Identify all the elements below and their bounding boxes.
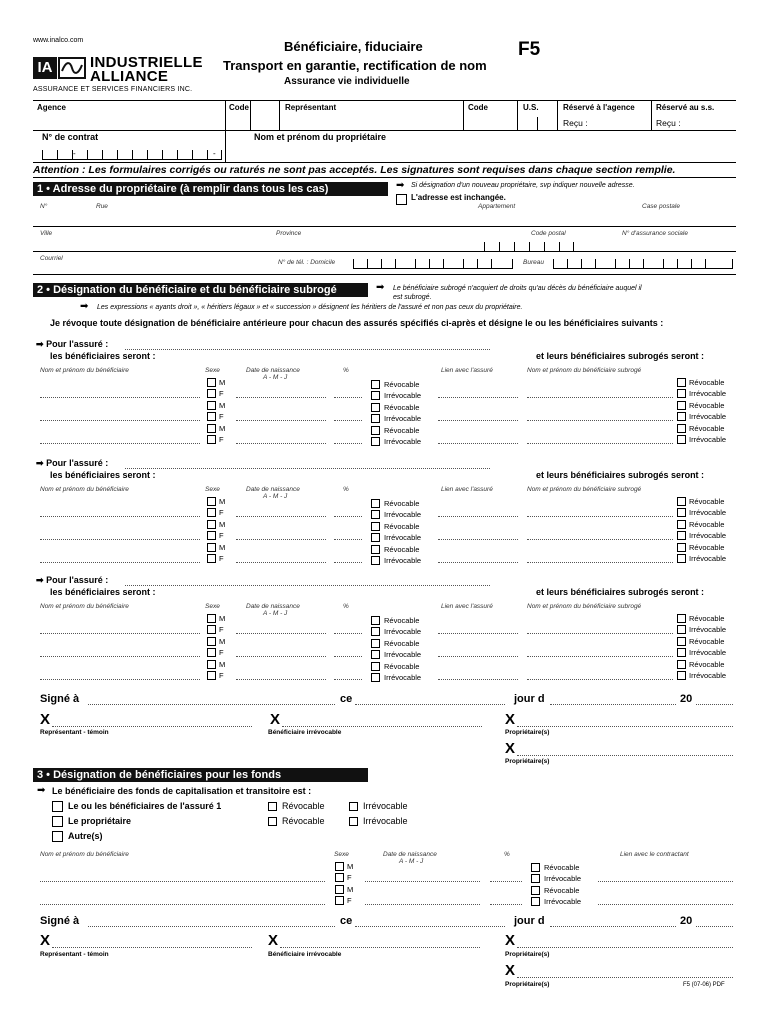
birthdate-field[interactable] — [236, 516, 326, 517]
rep-witness-signature[interactable] — [52, 726, 252, 727]
sub-irrevocable-checkbox[interactable] — [677, 648, 686, 657]
agence-label: Agence — [37, 103, 66, 112]
subrogated-name-field[interactable] — [527, 539, 673, 540]
fund-beneficiary-name-field[interactable] — [40, 904, 325, 905]
irrevocable-benef-signature-2[interactable] — [280, 947, 480, 948]
revocable-checkbox[interactable] — [371, 522, 380, 531]
relationship-field[interactable] — [438, 633, 518, 634]
table-line — [33, 100, 736, 101]
beneficiary-name-field[interactable] — [40, 679, 200, 680]
relationship-field[interactable] — [438, 679, 518, 680]
office-phone-field[interactable] — [553, 259, 733, 269]
relationship-field[interactable] — [438, 516, 518, 517]
beneficiary-name-field[interactable] — [40, 516, 200, 517]
arrow-icon: ➡ — [396, 180, 405, 191]
fund-irrevocable-checkbox[interactable] — [531, 897, 540, 906]
sex-f-checkbox[interactable] — [335, 896, 344, 905]
signed-at-field-2[interactable] — [88, 926, 335, 927]
birthdate-field[interactable] — [236, 633, 326, 634]
recu-agence: Reçu : — [563, 118, 588, 128]
section3-title: 3 • Désignation de bénéficiaires pour les fonds — [33, 768, 368, 782]
beneficiary-name-field[interactable] — [40, 397, 200, 398]
relationship-field[interactable] — [438, 656, 518, 657]
percent-field[interactable] — [334, 420, 362, 421]
sex-m-checkbox[interactable] — [207, 520, 216, 529]
sub-irrevocable-checkbox[interactable] — [677, 389, 686, 398]
irrevocable-checkbox[interactable] — [371, 650, 380, 659]
sex-f-checkbox[interactable] — [207, 508, 216, 517]
subrogated-name-field[interactable] — [527, 562, 673, 563]
form-title-1: Bénéficiaire, fiduciaire — [284, 39, 423, 54]
rep-witness-signature-2[interactable] — [52, 947, 252, 948]
opt-assure1-checkbox[interactable] — [52, 801, 63, 812]
sub-revocable-checkbox[interactable] — [677, 520, 686, 529]
sex-f-checkbox[interactable] — [207, 671, 216, 680]
logo-icon — [58, 57, 86, 79]
irrevocable-checkbox[interactable] — [371, 533, 380, 542]
table-line — [33, 130, 736, 131]
logo-name-2: ALLIANCE — [90, 68, 169, 85]
sex-m-checkbox[interactable] — [207, 543, 216, 552]
proprietaire-label: Nom et prénom du propriétaire — [254, 132, 387, 142]
sub-revocable-checkbox[interactable] — [677, 401, 686, 410]
form-code: F5 — [518, 39, 541, 60]
fund-percent-field[interactable] — [490, 881, 522, 882]
arrow-icon: ➡ — [36, 339, 44, 349]
sex-f-checkbox[interactable] — [207, 435, 216, 444]
sub-revocable-checkbox[interactable] — [677, 543, 686, 552]
address-unchanged-checkbox[interactable] — [396, 194, 407, 205]
subrogated-name-field[interactable] — [527, 420, 673, 421]
subrogated-name-field[interactable] — [527, 443, 673, 444]
expressions-note: Les expressions « ayants droit », « héritiers légaux » et « succession » désignent les héritiers de l'assuré et non pas ceux du propriétaire. — [97, 304, 523, 311]
percent-field[interactable] — [334, 656, 362, 657]
code2-label: Code — [468, 103, 488, 112]
arrow-icon: ➡ — [80, 301, 89, 312]
percent-field[interactable] — [334, 443, 362, 444]
revocable-checkbox[interactable] — [371, 499, 380, 508]
signed-day-field[interactable] — [355, 704, 505, 705]
beneficiary-name-field[interactable] — [40, 633, 200, 634]
fund-revocable-checkbox[interactable] — [531, 863, 540, 872]
sub-revocable-checkbox[interactable] — [677, 637, 686, 646]
sex-m-checkbox[interactable] — [207, 378, 216, 387]
percent-field[interactable] — [334, 562, 362, 563]
sex-m-checkbox[interactable] — [207, 637, 216, 646]
fund-percent-field[interactable] — [490, 904, 522, 905]
website-url: www.inalco.com — [33, 37, 84, 44]
irrevocable-checkbox[interactable] — [371, 437, 380, 446]
arrow-icon: ➡ — [37, 785, 46, 796]
percent-field[interactable] — [334, 679, 362, 680]
signed-year-field-2[interactable] — [696, 926, 733, 927]
irrevocable-checkbox[interactable] — [371, 414, 380, 423]
assure-name-field[interactable] — [125, 468, 490, 469]
recu-ss: Reçu : — [656, 118, 681, 128]
attention-notice: Attention : Les formulaires corrigés ou raturés ne sont pas acceptés. Les signatures sont requises dans chaque section remplie. — [33, 164, 676, 176]
owner-signature-1[interactable] — [517, 726, 733, 727]
subrogated-name-field[interactable] — [527, 656, 673, 657]
sub-irrevocable-checkbox[interactable] — [677, 671, 686, 680]
relationship-field[interactable] — [438, 443, 518, 444]
sub-irrevocable-checkbox[interactable] — [677, 531, 686, 540]
subrogated-name-field[interactable] — [527, 397, 673, 398]
form-footer-code: F5 (07-06) PDF — [683, 982, 725, 988]
form-title-2: Transport en garantie, rectification de nom — [223, 58, 487, 73]
irrevocable-checkbox[interactable] — [371, 673, 380, 682]
birthdate-field[interactable] — [236, 562, 326, 563]
percent-field[interactable] — [334, 516, 362, 517]
irrevocable-benef-signature[interactable] — [282, 726, 482, 727]
relationship-field[interactable] — [438, 397, 518, 398]
sex-f-checkbox[interactable] — [207, 389, 216, 398]
sub-irrevocable-checkbox[interactable] — [677, 625, 686, 634]
section2-title: 2 • Désignation du bénéficiaire et du bénéficiaire subrogé — [33, 283, 368, 297]
sub-revocable-checkbox[interactable] — [677, 378, 686, 387]
beneficiary-name-field[interactable] — [40, 656, 200, 657]
sex-f-checkbox[interactable] — [207, 554, 216, 563]
us-label: U.S. — [523, 103, 539, 112]
arrow-icon: ➡ — [36, 575, 44, 585]
signed-month-field[interactable] — [550, 704, 676, 705]
sub-irrevocable-checkbox[interactable] — [677, 508, 686, 517]
sex-m-checkbox[interactable] — [207, 497, 216, 506]
home-phone-field[interactable] — [353, 259, 513, 269]
assure-name-field[interactable] — [125, 585, 490, 586]
logo-tagline: ASSURANCE ET SERVICES FINANCIERS INC. — [33, 86, 193, 93]
address-street-field[interactable] — [33, 226, 736, 227]
revocable-checkbox[interactable] — [371, 616, 380, 625]
sex-m-checkbox[interactable] — [207, 424, 216, 433]
opt-autres-checkbox[interactable] — [52, 831, 63, 842]
fund-relationship-field[interactable] — [598, 904, 733, 905]
section2-note: Le bénéficiaire subrogé n'acquiert de droits qu'au décès du bénéficiaire auquel il — [393, 285, 642, 292]
address-unchanged-label: L'adresse est inchangée. — [411, 193, 506, 202]
birthdate-field[interactable] — [236, 397, 326, 398]
sex-f-checkbox[interactable] — [207, 648, 216, 657]
sex-f-checkbox[interactable] — [207, 625, 216, 634]
owner-signature-3[interactable] — [517, 947, 733, 948]
assure-name-field[interactable] — [125, 349, 490, 350]
fund-revocable-checkbox[interactable] — [531, 886, 540, 895]
revocable-checkbox[interactable] — [371, 639, 380, 648]
fund-birthdate-field[interactable] — [365, 881, 480, 882]
signed-day-field-2[interactable] — [355, 926, 505, 927]
birthdate-field[interactable] — [236, 443, 326, 444]
sub-revocable-checkbox[interactable] — [677, 424, 686, 433]
contract-number-field[interactable]: - - — [42, 150, 222, 160]
subrogated-name-field[interactable] — [527, 516, 673, 517]
owner-signature-4[interactable] — [517, 977, 733, 978]
beneficiary-name-field[interactable] — [40, 562, 200, 563]
relationship-field[interactable] — [438, 562, 518, 563]
subrogated-name-field[interactable] — [527, 679, 673, 680]
signed-month-field-2[interactable] — [550, 926, 676, 927]
irrevocable-checkbox[interactable] — [371, 510, 380, 519]
revoque-statement: Je révoque toute désignation de bénéficiaire antérieure pour chacun des assurés spécifiés ci-après et désigne le ou les bénéficiaires suivants : — [50, 318, 664, 328]
beneficiary-name-field[interactable] — [40, 443, 200, 444]
reserve-ss-label: Réservé au s.s. — [656, 103, 715, 112]
section3-intro: Le bénéficiaire des fonds de capitalisation et transitoire est : — [52, 786, 312, 796]
sex-f-checkbox[interactable] — [335, 873, 344, 882]
sub-irrevocable-checkbox[interactable] — [677, 412, 686, 421]
fund-birthdate-field[interactable] — [365, 904, 480, 905]
sub-revocable-checkbox[interactable] — [677, 497, 686, 506]
revocable-checkbox[interactable] — [371, 545, 380, 554]
beneficiary-name-field[interactable] — [40, 420, 200, 421]
postal-code-field[interactable] — [484, 242, 574, 251]
opt2-revocable-checkbox[interactable] — [268, 817, 277, 826]
irrevocable-checkbox[interactable] — [371, 556, 380, 565]
logo-mark: IA — [33, 57, 57, 79]
relationship-field[interactable] — [438, 539, 518, 540]
birthdate-field[interactable] — [236, 679, 326, 680]
revocable-checkbox[interactable] — [371, 380, 380, 389]
sex-m-checkbox[interactable] — [207, 401, 216, 410]
sex-m-checkbox[interactable] — [207, 660, 216, 669]
irrevocable-checkbox[interactable] — [371, 627, 380, 636]
percent-field[interactable] — [334, 539, 362, 540]
table-line — [33, 162, 736, 163]
revocable-checkbox[interactable] — [371, 662, 380, 671]
birthdate-field[interactable] — [236, 420, 326, 421]
revocable-checkbox[interactable] — [371, 426, 380, 435]
opt2-irrevocable-checkbox[interactable] — [349, 817, 358, 826]
opt-proprietaire-checkbox[interactable] — [52, 816, 63, 827]
fund-beneficiary-name-field[interactable] — [40, 881, 325, 882]
reserve-agence-label: Réservé à l'agence — [563, 103, 635, 112]
sub-irrevocable-checkbox[interactable] — [677, 554, 686, 563]
fund-relationship-field[interactable] — [598, 881, 733, 882]
sex-f-checkbox[interactable] — [207, 531, 216, 540]
pour-assure-label: ➡ Pour l'assuré : — [36, 575, 109, 585]
fund-irrevocable-checkbox[interactable] — [531, 874, 540, 883]
birthdate-field[interactable] — [236, 539, 326, 540]
pour-assure-label: ➡ Pour l'assuré : — [36, 339, 109, 349]
section1-note: Si désignation d'un nouveau propriétaire, svp indiquer nouvelle adresse. — [411, 182, 635, 189]
birthdate-field[interactable] — [236, 656, 326, 657]
percent-field[interactable] — [334, 633, 362, 634]
sub-revocable-checkbox[interactable] — [677, 660, 686, 669]
contrat-label: N° de contrat — [42, 132, 99, 142]
section1-title: 1 • Adresse du propriétaire (à remplir dans tous les cas) — [33, 182, 388, 196]
sub-irrevocable-checkbox[interactable] — [677, 435, 686, 444]
arrow-icon: ➡ — [376, 282, 385, 293]
sex-m-checkbox[interactable] — [335, 862, 344, 871]
signed-at-field[interactable] — [88, 704, 335, 705]
code-label: Code — [229, 103, 249, 112]
owner-signature-2[interactable] — [517, 755, 733, 756]
opt1-irrevocable-checkbox[interactable] — [349, 802, 358, 811]
opt1-revocable-checkbox[interactable] — [268, 802, 277, 811]
arrow-icon: ➡ — [36, 458, 44, 468]
irrevocable-checkbox[interactable] — [371, 391, 380, 400]
subrogated-name-field[interactable] — [527, 633, 673, 634]
relationship-field[interactable] — [438, 420, 518, 421]
sex-f-checkbox[interactable] — [207, 412, 216, 421]
revocable-checkbox[interactable] — [371, 403, 380, 412]
form-subtitle: Assurance vie individuelle — [284, 76, 410, 87]
beneficiary-name-field[interactable] — [40, 539, 200, 540]
percent-field[interactable] — [334, 397, 362, 398]
representant-label: Représentant — [285, 103, 337, 112]
pour-assure-label: ➡ Pour l'assuré : — [36, 458, 109, 468]
signed-year-field[interactable] — [696, 704, 733, 705]
sub-revocable-checkbox[interactable] — [677, 614, 686, 623]
logo-name-1: INDUSTRIELLE — [90, 54, 203, 71]
sex-m-checkbox[interactable] — [335, 885, 344, 894]
sex-m-checkbox[interactable] — [207, 614, 216, 623]
